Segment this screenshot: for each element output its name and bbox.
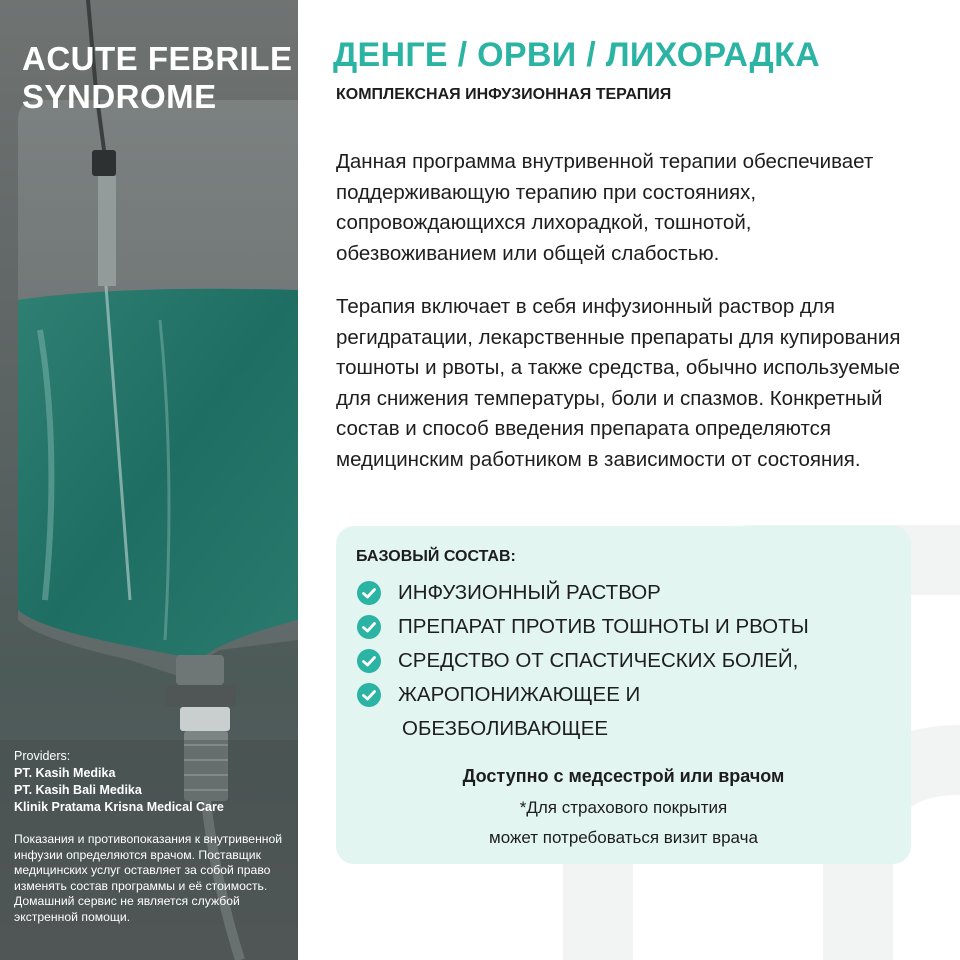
provider-item: PT. Kasih Bali Medika — [14, 783, 142, 797]
composition-title: БАЗОВЫЙ СОСТАВ: — [356, 548, 516, 565]
list-item-line2: ОБЕЗБОЛИВАЮЩЕЕ — [402, 717, 609, 740]
details-paragraph: Терапия включает в себя инфузионный раствор для регидратации, лекарственные препараты для купирования тошноты и рвоты, а также средства, обычно используемые для снижения температуры, боли и спазмов. Конкретный состав и способ введения препарата определяются медицинским работником в зависимости от состояния. — [336, 295, 901, 471]
providers-label: Providers: — [14, 749, 71, 763]
composition-list — [356, 576, 858, 746]
provider-item: PT. Kasih Medika — [14, 766, 116, 780]
list-item — [356, 576, 858, 610]
composition-card — [336, 526, 911, 864]
list-item-label — [398, 678, 858, 746]
list-item — [356, 644, 858, 678]
provider-item: Klinik Pratama Krisna Medical Care — [14, 800, 224, 814]
list-item-label: ПРЕПАРАТ ПРОТИВ ТОШНОТЫ И РВОТЫ — [398, 615, 809, 638]
list-item-line1: ЖАРОПОНИЖАЮЩЕЕ И — [398, 683, 641, 706]
sidebar-title — [22, 40, 293, 116]
sidebar-title-line2: SYNDROME — [22, 78, 217, 115]
page-subtitle: КОМПЛЕКСНАЯ ИНФУЗИОННАЯ ТЕРАПИЯ — [336, 86, 672, 103]
check-circle-icon — [356, 648, 382, 674]
iv-bag-photo — [0, 0, 298, 960]
availability-text: Доступно с медсестрой или врачом — [462, 766, 785, 786]
sidebar-title-line1: ACUTE FEBRILE — [22, 40, 293, 77]
sidebar-photo-panel — [0, 0, 298, 960]
insurance-note-line1: *Для страхового покрытия — [519, 798, 728, 817]
page-title: ДЕНГЕ / ОРВИ / ЛИХОРАДКА — [333, 36, 820, 74]
list-item-label: ИНФУЗИОННЫЙ РАСТВОР — [398, 581, 661, 604]
list-item — [356, 678, 858, 746]
insurance-note-line2: может потребоваться визит врача — [489, 828, 758, 847]
list-item-label: СРЕДСТВО ОТ СПАСТИЧЕСКИХ БОЛЕЙ, — [398, 649, 799, 672]
disclaimer-text: Показания и противопоказания к внутривенной инфузии определяются врачом. Поставщик медицинских услуг оставляет за собой право изменять состав программы и её стоимость. Домашний сервис не является службой экстренной помощи. — [14, 832, 283, 924]
list-item — [356, 610, 858, 644]
intro-paragraph: Данная программа внутривенной терапии обеспечивает поддерживающую терапию при состояниях, сопровождающихся лихорадкой, тошнотой, обезвоживанием или общей слабостью. — [336, 150, 874, 265]
check-circle-icon — [356, 580, 382, 606]
providers-list — [14, 748, 224, 816]
check-circle-icon — [356, 614, 382, 640]
check-circle-icon — [356, 682, 382, 708]
